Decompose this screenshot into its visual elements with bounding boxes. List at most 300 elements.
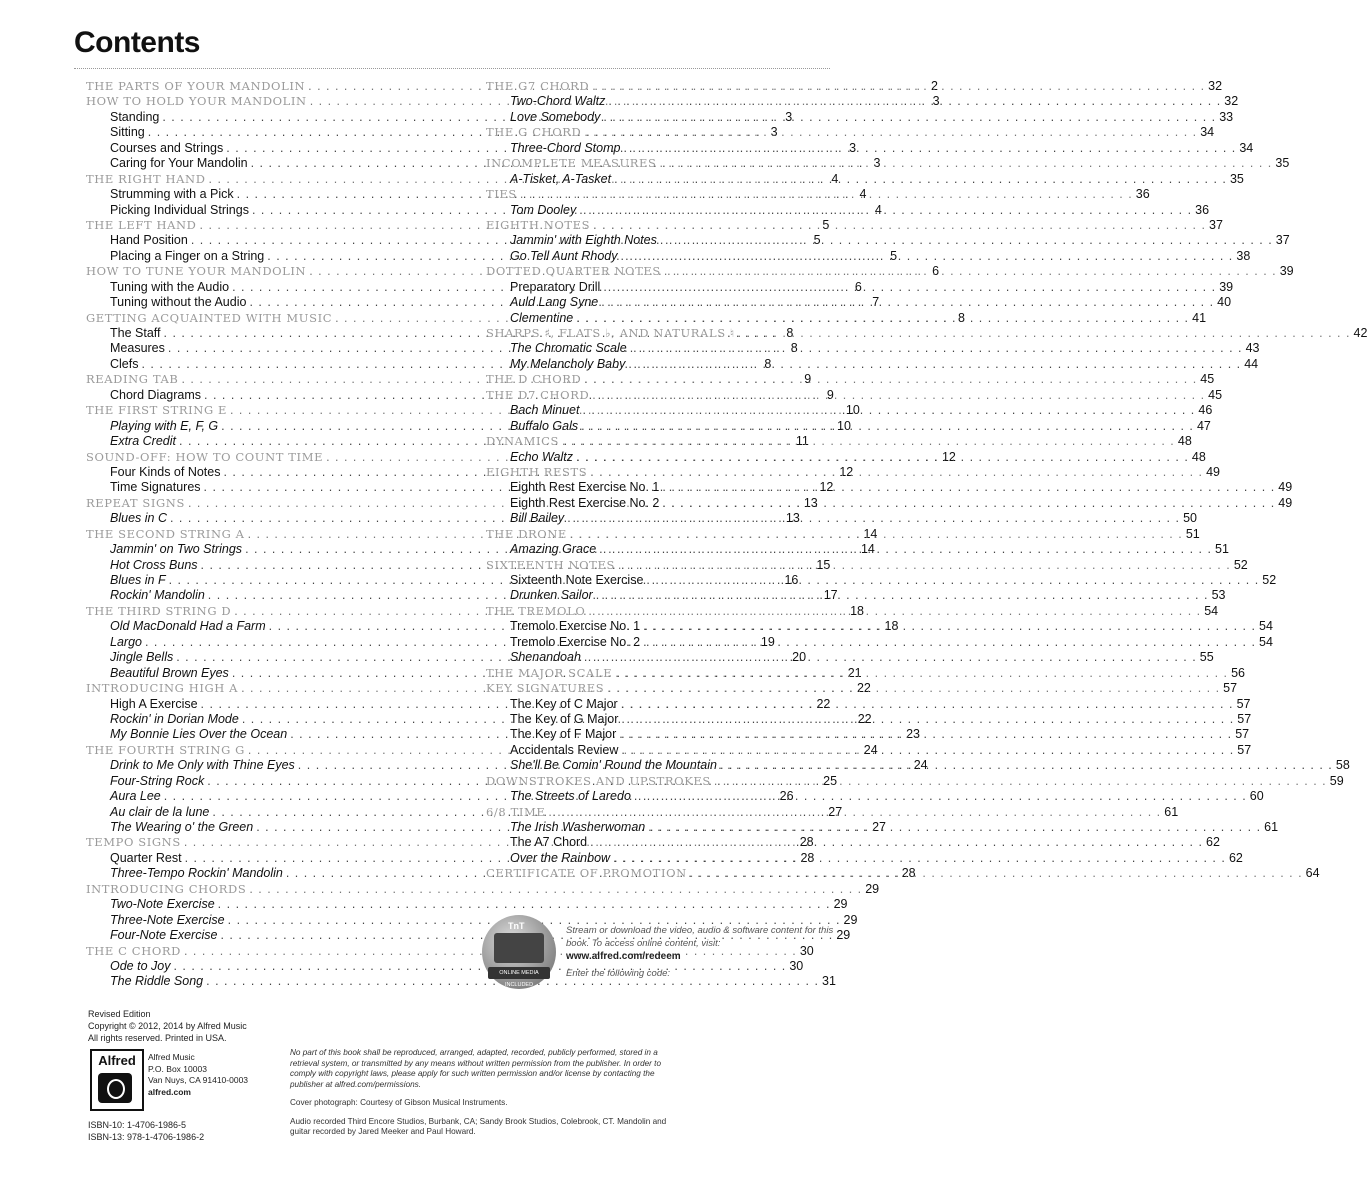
- toc-page-number: 30: [789, 958, 804, 973]
- dot-leader: [628, 357, 1241, 371]
- toc-entry-title: My Melancholy Baby: [510, 356, 626, 371]
- toc-entry-title: SHARPS ♯, FLATS ♭, AND NATURALS ♮: [486, 326, 735, 340]
- toc-entry-title: THE MAJOR SCALE: [486, 665, 613, 680]
- toc-page-number: 27: [828, 804, 843, 819]
- toc-entry-title: Over the Rainbow: [510, 850, 611, 865]
- dot-leader: [562, 434, 1175, 448]
- toc-page-number: 35: [1229, 171, 1244, 186]
- toc-page-number: 15: [816, 557, 831, 572]
- dot-leader: [613, 851, 1226, 865]
- toc-entry-title: Two-Chord Waltz: [510, 94, 606, 109]
- toc-page-number: 44: [1244, 356, 1259, 371]
- toc-entry-title: Two-Note Exercise: [110, 897, 215, 912]
- dot-leader: [576, 450, 1189, 464]
- toc-entry-title: Four-Note Exercise: [110, 928, 218, 943]
- toc-page-number: 8: [764, 356, 772, 371]
- toc-entry-title: She'll Be Comin' Round the Mountain: [510, 758, 717, 773]
- toc-page-number: 33: [1219, 109, 1234, 124]
- toc-section-entry[interactable]: [486, 434, 1192, 449]
- toc-entry-title: THE D CHORD: [486, 372, 582, 387]
- toc-entry-title: THE D7 CHORD: [486, 387, 590, 402]
- dot-leader: [570, 527, 1183, 541]
- toc-page-number: 11: [795, 434, 809, 449]
- toc-entry[interactable]: [486, 850, 1243, 866]
- toc-entry-title: Eighth Rest Exercise No. 2: [510, 495, 660, 510]
- toc-page-number: 22: [857, 711, 872, 726]
- toc-page-number: 28: [800, 850, 815, 865]
- dot-leader: [218, 897, 831, 911]
- toc-entry-title: DOWNSTROKES AND UPSTROKES: [486, 773, 711, 788]
- toc-page-number: 7: [872, 295, 880, 310]
- toc-page-number: 21: [847, 665, 862, 680]
- toc-entry-title: My Bonnie Lies Over the Ocean: [110, 727, 288, 742]
- toc-entry-title: Blues in F: [110, 573, 166, 587]
- toc-entry-title: Courses and Strings: [110, 140, 224, 155]
- toc-entry-title: Blues in C: [110, 511, 167, 526]
- rights-line: All rights reserved. Printed in USA.: [88, 1033, 227, 1043]
- toc-page-number: 38: [1236, 248, 1251, 263]
- dot-leader: [584, 650, 1197, 664]
- toc-entry[interactable]: [486, 650, 1214, 665]
- publisher-site[interactable]: alfred.com: [148, 1086, 191, 1097]
- toc-entry-title: Quarter Rest: [110, 850, 182, 865]
- toc-page-number: 3: [849, 140, 857, 155]
- redeem-url[interactable]: www.alfred.com/redeem: [566, 951, 681, 962]
- dot-leader: [620, 249, 1233, 263]
- toc-page-number: 6: [854, 279, 862, 294]
- toc-page-number: 39: [1279, 264, 1294, 279]
- toc-entry[interactable]: [486, 789, 1264, 804]
- toc-page-number: 36: [1195, 202, 1210, 217]
- toc-page-number: 60: [1249, 789, 1264, 804]
- toc-page-number: 37: [1209, 217, 1223, 232]
- dot-leader: [567, 511, 1180, 525]
- toc-page-number: 57: [1235, 727, 1250, 742]
- dot-leader: [607, 681, 1220, 695]
- toc-page-number: 45: [1208, 387, 1223, 402]
- dot-leader: [659, 156, 1272, 170]
- toc-page-number: 9: [826, 387, 834, 402]
- toc-page-number: 4: [874, 202, 882, 217]
- toc-page-number: 37: [1275, 233, 1290, 248]
- toc-entry-title: Ode to Joy: [110, 958, 171, 973]
- toc-section-entry[interactable]: [486, 156, 1290, 171]
- toc-entry-title: A-Tisket, A-Tasket: [510, 171, 612, 186]
- toc-entry-title: High A Exercise: [110, 696, 198, 711]
- toc-page-number: 49: [1278, 495, 1293, 510]
- toc-page-number: 45: [1200, 372, 1215, 387]
- toc-page-number: 3: [770, 125, 778, 140]
- toc-page-number: 10: [837, 418, 851, 433]
- toc-page-number: 36: [1135, 187, 1150, 202]
- dot-leader: [593, 218, 1206, 232]
- toc-entry[interactable]: [486, 171, 1244, 187]
- toc-page-number: 51: [1185, 526, 1200, 541]
- toc-page-number: 53: [1211, 588, 1226, 603]
- online-content-text: Stream or download the video, audio & software content for this book. To access online content, visit:: [566, 925, 834, 949]
- dot-leader: [634, 789, 1247, 803]
- toc-entry-title: SOUND-OFF: HOW TO COUNT TIME: [86, 449, 324, 464]
- toc-entry-title: THE TREMOLO: [486, 603, 586, 618]
- toc-entry-title: Clementine: [510, 310, 574, 325]
- toc-page-number: 48: [1177, 434, 1192, 449]
- dot-leader: [621, 743, 1234, 757]
- toc-entry-title: Three-Chord Stomp: [510, 140, 621, 155]
- toc-page-number: 18: [884, 619, 899, 634]
- toc-page-number: 4: [859, 187, 867, 202]
- toc-page-number: 64: [1305, 866, 1320, 881]
- toc-entry-title: Rockin' in Dorian Mode: [110, 711, 239, 726]
- toc-entry-title: THE RIGHT HAND: [86, 171, 206, 186]
- toc-page-number: 41: [1192, 310, 1207, 325]
- toc-section-entry[interactable]: [486, 125, 1215, 140]
- dot-leader: [584, 125, 1197, 139]
- toc-page-number: 22: [816, 696, 831, 711]
- toc-entry-title: Extra Credit: [110, 434, 176, 449]
- toc-entry-title: Rockin' Mandolin: [110, 588, 205, 603]
- toc-entry[interactable]: [486, 202, 1210, 218]
- toc-entry-title: INCOMPLETE MEASURES: [486, 156, 657, 171]
- toc-page-number: 34: [1200, 125, 1215, 140]
- toc-page-number: 57: [1223, 681, 1238, 696]
- dot-leader: [601, 295, 1214, 309]
- toc-entry-title: THE G CHORD: [486, 125, 582, 140]
- toc-entry-title: Drunken Sailor: [510, 588, 593, 603]
- toc-section-entry[interactable]: [86, 881, 880, 897]
- toc-page-number: 6: [932, 264, 940, 279]
- dot-leader: [643, 635, 1256, 649]
- dot-leader: [621, 712, 1234, 726]
- toc-entry-title: Love Somebody: [510, 109, 601, 124]
- toc-page-number: 13: [803, 495, 818, 510]
- toc-page-number: 57: [1237, 742, 1252, 757]
- toc-entry[interactable]: [486, 248, 1251, 264]
- badge-screen: [494, 933, 544, 963]
- toc-entry-title: REPEAT SIGNS: [86, 495, 185, 510]
- toc-page-number: 31: [822, 974, 836, 989]
- isbn-info: [88, 1119, 204, 1143]
- toc-entry-title: THE DRONE: [486, 526, 567, 541]
- dot-leader: [520, 187, 1133, 201]
- dot-leader: [592, 79, 1205, 93]
- toc-entry[interactable]: [486, 295, 1232, 310]
- toc-entry-title: The Streets of Laredo: [510, 789, 631, 804]
- toc-entry-title: Echo Waltz: [510, 449, 573, 464]
- toc-entry[interactable]: [486, 279, 1234, 295]
- toc-entry-title: Playing with E, F, G: [110, 418, 219, 433]
- dot-leader: [599, 542, 1212, 556]
- toc-page-number: 5: [890, 248, 898, 263]
- toc-entry[interactable]: [486, 310, 1207, 326]
- toc-entry[interactable]: [486, 573, 1277, 588]
- toc-entry-title: Four-String Rock: [110, 773, 205, 788]
- toc-page-number: 59: [1329, 773, 1344, 788]
- toc-page-number: 49: [1278, 480, 1293, 495]
- toc-entry-title: THE LEFT HAND: [86, 217, 197, 232]
- alfred-logo: [90, 1049, 144, 1111]
- toc-entry-title: READING TAB: [86, 372, 179, 387]
- dot-leader: [664, 264, 1277, 278]
- toc-entry[interactable]: [486, 233, 1290, 248]
- toc-page-number: 61: [1264, 820, 1279, 834]
- toc-entry-title: Amazing Grace: [510, 542, 597, 557]
- toc-page-number: 12: [839, 464, 854, 479]
- toc-entry-title: Three-Tempo Rockin' Mandolin: [110, 866, 283, 881]
- toc-page-number: 27: [872, 820, 887, 834]
- toc-entry[interactable]: [486, 140, 1254, 156]
- toc-entry-title: THE PARTS OF YOUR MANDOLIN: [86, 79, 306, 93]
- toc-section-entry[interactable]: [486, 326, 1367, 341]
- toc-entry-title: Hot Cross Buns: [110, 557, 198, 572]
- toc-page-number: 50: [1183, 511, 1197, 526]
- toc-page-number: 30: [799, 943, 814, 958]
- toc-entry-title: Auld Lang Syne: [510, 295, 599, 310]
- dot-leader: [590, 835, 1203, 849]
- toc-entry-title: EIGHTH NOTES: [486, 217, 591, 232]
- dot-leader: [581, 419, 1194, 433]
- toc-entry-title: Three-Note Exercise: [110, 912, 225, 927]
- toc-entry-title: Beautiful Brown Eyes: [110, 665, 229, 680]
- dot-leader: [582, 403, 1195, 417]
- dot-leader: [584, 372, 1197, 386]
- toc-entry-title: Sixteenth Note Exercise: [510, 573, 644, 587]
- audio-credit: Audio recorded Third Encore Studios, Burbank, CA; Sandy Brook Studios, Colebrook, CT. Mandolin and guitar recorded by Jared Meeker and Paul Howard.: [290, 1116, 667, 1136]
- badge-label: TnT: [508, 921, 525, 931]
- toc-entry-title: The Key of F Major: [510, 727, 617, 742]
- code-prompt: Enter the following code:: [566, 968, 671, 979]
- toc-entry-title: The Chromatic Scale: [510, 341, 627, 356]
- toc-entry-title: THE THIRD STRING D: [86, 603, 232, 618]
- toc-entry-title: Four Kinds of Notes: [110, 464, 221, 479]
- toc-page-number: 10: [845, 403, 860, 418]
- toc-page-number: 54: [1204, 603, 1219, 618]
- toc-page-number: 29: [833, 897, 848, 912]
- dot-leader: [662, 480, 1275, 494]
- dot-leader: [548, 805, 1161, 819]
- toc-entry-title: THE G7 CHORD: [486, 79, 590, 93]
- toc-page-number: 24: [913, 758, 928, 773]
- toc-entry-title: Jammin' with Eighth Notes: [510, 233, 657, 248]
- toc-entry-title: CERTIFICATE OF PROMOTION: [486, 866, 687, 881]
- toc-page-number: 32: [1208, 79, 1223, 93]
- toc-section-entry[interactable]: [486, 217, 1223, 233]
- toc-entry-title: Chord Diagrams: [110, 387, 202, 402]
- toc-page-number: 12: [819, 480, 834, 495]
- toc-section-entry[interactable]: [486, 264, 1294, 279]
- toc-page-number: 5: [813, 233, 821, 248]
- toc-page-number: 62: [1206, 835, 1220, 850]
- toc-entry-title: THE C CHORD: [86, 943, 181, 958]
- toc-page-number: 4: [831, 171, 839, 186]
- toc-entry-title: INTRODUCING CHORDS: [86, 881, 247, 896]
- toc-page-number: 56: [1231, 665, 1245, 680]
- toc-page-number: 9: [804, 372, 812, 387]
- toc-entry-title: HOW TO TUNE YOUR MANDOLIN: [86, 264, 307, 279]
- toc-section-entry[interactable]: [486, 79, 1223, 94]
- toc-page-number: 35: [1275, 156, 1290, 171]
- cover-photo-credit: Cover photograph: Courtesy of Gibson Musical Instruments.: [290, 1098, 508, 1107]
- toc-entry-title: Sitting: [110, 125, 145, 140]
- toc-page-number: 13: [785, 511, 800, 526]
- toc-entry[interactable]: [86, 897, 848, 912]
- page-title: Contents: [74, 26, 200, 59]
- toc-page-number: 52: [1233, 557, 1248, 572]
- toc-page-number: 54: [1259, 634, 1273, 649]
- dot-leader: [618, 558, 1231, 572]
- toc-entry-title: INTRODUCING HIGH A: [86, 681, 239, 696]
- isbn-13: ISBN-13: 978-1-4706-1986-2: [88, 1132, 205, 1142]
- dot-leader: [596, 588, 1209, 602]
- toc-page-number: 55: [1199, 650, 1214, 665]
- logo-wordmark: Alfred: [98, 1053, 136, 1068]
- toc-entry-title: Au clair de la lune: [110, 804, 210, 819]
- toc-entry-title: Hand Position: [110, 233, 188, 248]
- toc-entry-title: TIES: [486, 187, 517, 202]
- title-divider: [74, 68, 830, 69]
- toc-page-number: 32: [1224, 94, 1239, 109]
- badge-sub-label: ONLINE MEDIA INCLUDED: [488, 967, 550, 979]
- toc-page-number: 29: [836, 928, 851, 943]
- toc-section-entry[interactable]: [486, 387, 1223, 403]
- toc-page-number: 40: [1217, 295, 1232, 310]
- dot-leader: [614, 172, 1227, 186]
- dot-leader: [630, 341, 1243, 355]
- toc-page-number: 8: [786, 326, 794, 340]
- publisher-address: [148, 1052, 248, 1098]
- toc-entry-title: Tuning with the Audio: [110, 279, 230, 294]
- toc-entry-title: Largo: [110, 634, 142, 649]
- toc-entry-title: Aura Lee: [110, 789, 161, 804]
- toc-page-number: 29: [843, 912, 858, 927]
- toc-page-number: 17: [823, 588, 838, 603]
- toc-entry-title: EIGHTH RESTS: [486, 464, 588, 479]
- legal-notice: [290, 1048, 680, 1146]
- publisher-po-box: P.O. Box 10003: [148, 1063, 207, 1074]
- edition-info: [88, 1008, 247, 1044]
- toc-page-number: 54: [1259, 619, 1273, 634]
- copyright-line: Copyright © 2012, 2014 by Alfred Music: [88, 1021, 247, 1031]
- toc-page-number: 42: [1353, 326, 1367, 340]
- toc-page-number: 5: [822, 217, 830, 232]
- toc-page-number: 49: [1206, 464, 1220, 479]
- toc-entry-title: Bill Bailey: [510, 511, 565, 526]
- toc-page-number: 12: [941, 449, 956, 464]
- dot-leader: [608, 94, 1221, 108]
- toc-entry[interactable]: [486, 356, 1259, 372]
- toc-entry-title: The Key of C Major: [510, 696, 618, 711]
- toc-entry-title: Go Tell Aunt Rhody: [510, 248, 618, 263]
- toc-page-number: 8: [790, 341, 798, 356]
- toc-entry-title: Strumming with a Pick: [110, 187, 234, 202]
- toc-entry-title: Buffalo Gals: [510, 418, 579, 433]
- toc-page-number: 18: [850, 603, 864, 618]
- toc-entry[interactable]: [486, 634, 1273, 650]
- toc-entry[interactable]: [486, 495, 1293, 511]
- dot-leader: [588, 604, 1201, 618]
- toc-entry-title: Picking Individual Strings: [110, 202, 249, 217]
- toc-page-number: 3: [785, 109, 793, 124]
- toc-page-number: 47: [1196, 418, 1211, 433]
- dot-leader: [660, 233, 1273, 247]
- toc-entry[interactable]: [486, 109, 1234, 125]
- toc-entry[interactable]: [486, 835, 1220, 850]
- toc-entry-title: KEY SIGNATURES: [486, 681, 605, 696]
- toc-section-entry[interactable]: [486, 372, 1215, 387]
- toc-page-number: 39: [1219, 279, 1234, 294]
- toc-page-number: 19: [760, 634, 775, 649]
- toc-entry-title: Placing a Finger on a String: [110, 248, 265, 263]
- toc-entry-title: Tremolo Exercise No. 1: [510, 619, 641, 634]
- toc-entry-title: DYNAMICS: [486, 434, 559, 449]
- toc-entry-title: The Riddle Song: [110, 974, 204, 989]
- toc-entry-title: The A7 Chord: [510, 835, 588, 850]
- dot-leader: [615, 666, 1228, 680]
- dot-leader: [249, 882, 862, 896]
- dot-leader: [590, 465, 1203, 479]
- online-content-info: [566, 924, 856, 980]
- toc-entry-title: The Wearing o' the Green: [110, 820, 254, 834]
- toc-page-number: 29: [865, 881, 880, 896]
- dot-leader: [623, 141, 1236, 155]
- publisher-name: Alfred Music: [148, 1052, 195, 1062]
- toc-entry-title: The Staff: [110, 326, 161, 340]
- dot-leader: [603, 280, 1216, 294]
- toc-page-number: 52: [1262, 573, 1277, 587]
- toc-page-number: 51: [1215, 542, 1229, 557]
- toc-page-number: 23: [906, 727, 920, 742]
- revised-edition: Revised Edition: [88, 1009, 151, 1019]
- toc-page-number: 16: [784, 573, 799, 587]
- dot-leader: [662, 496, 1275, 510]
- publisher-city: Van Nuys, CA 91410-0003: [148, 1075, 249, 1085]
- dot-leader: [720, 758, 1333, 772]
- toc-section-entry[interactable]: [486, 187, 1150, 202]
- toc-entry[interactable]: [486, 511, 1197, 526]
- toc-entry-title: THE FOURTH STRING G: [86, 742, 245, 757]
- toc-page-number: 58: [1335, 758, 1350, 773]
- alfred-mark-icon: [98, 1073, 132, 1103]
- toc-page-number: 26: [779, 789, 794, 804]
- toc-page-number: 28: [799, 835, 814, 850]
- toc-page-number: 14: [860, 542, 875, 557]
- toc-entry-title: Old MacDonald Had a Farm: [110, 619, 266, 634]
- toc-entry-title: Preparatory Drill: [510, 279, 601, 294]
- toc-entry[interactable]: [486, 94, 1239, 109]
- toc-entry-title: Clefs: [110, 356, 139, 371]
- toc-entry-title: 6/8 TIME: [486, 804, 546, 819]
- dot-leader: [690, 866, 1303, 880]
- toc-page-number: 22: [856, 681, 871, 696]
- toc-entry-title: The Key of G Major: [510, 711, 619, 726]
- toc-entry-title: Accidentals Review: [510, 742, 619, 757]
- toc-page-number: 8: [957, 310, 965, 325]
- dot-leader: [592, 388, 1205, 402]
- toc-entry-title: SIXTEENTH NOTES: [486, 557, 615, 572]
- toc-page-number: 57: [1237, 711, 1252, 726]
- toc-entry-title: Drink to Me Only with Thine Eyes: [110, 758, 295, 773]
- toc-entry-title: Tuning without the Audio: [110, 295, 247, 310]
- toc-page-number: 61: [1164, 804, 1179, 819]
- toc-entry[interactable]: [486, 341, 1260, 356]
- toc-entry-title: HOW TO HOLD YOUR MANDOLIN: [86, 94, 307, 109]
- toc-entry-title: DOTTED QUARTER NOTES: [486, 264, 661, 279]
- toc-entry-title: Measures: [110, 341, 165, 356]
- toc-entry-title: Caring for Your Mandolin: [110, 156, 248, 171]
- toc-entry-title: Tom Dooley: [510, 202, 577, 217]
- dot-leader: [646, 573, 1259, 587]
- toc-page-number: 57: [1236, 696, 1251, 711]
- dot-leader: [643, 619, 1256, 633]
